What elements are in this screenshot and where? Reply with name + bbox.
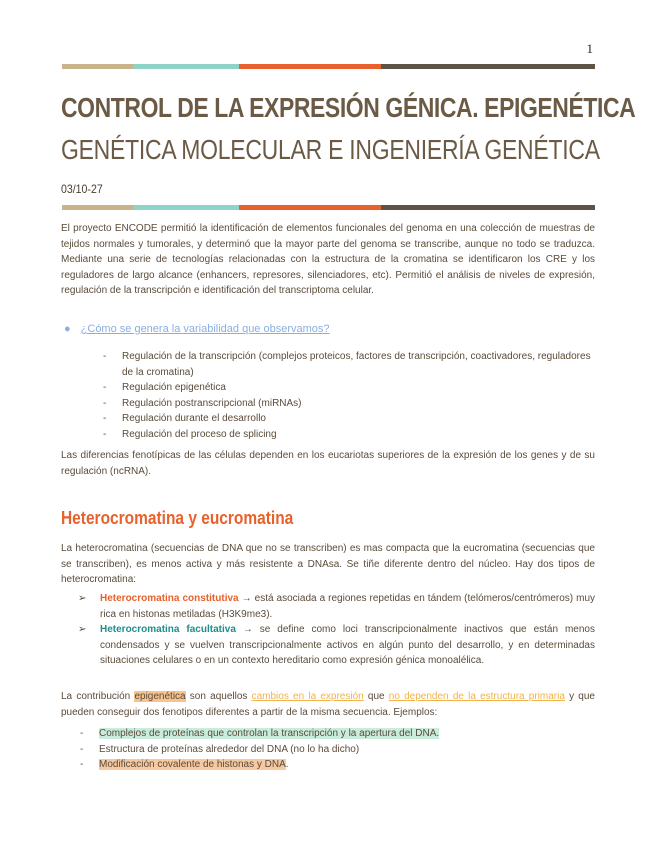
examples-list [80,726,595,773]
term-description: → está asociada a regiones repetidas en tándem (telómeros/centrómeros) muy rica en histonas metiladas (H3K9me3). [100,593,596,620]
bar-segment-teal [133,205,239,210]
list-item [103,411,595,427]
list-item [103,349,595,380]
list-item [78,622,595,669]
dash-icon: - [80,743,84,755]
list-item [80,726,595,742]
text-run: son aquellos [185,691,252,702]
bar-segment-brown [381,205,595,210]
question-bullet [64,323,330,335]
bullet-dot-icon: ● [64,323,71,335]
list-item-text: Regulación postranscripcional (miRNAs) [122,397,302,409]
text-run: La contribución [61,691,135,702]
heterochromatin-paragraph: La heterocromatina (secuencias de DNA que no se transcriben) es mas compacta que la eucromatina (secuencias que se transcriben), es menos activa y más resistente a DNAsa. Se tiñe diferente dentro del núcleo. Hay dos tipos de heterocromatina: [61,543,595,585]
dash-icon: - [80,759,84,770]
link-estructura-primaria[interactable]: no dependen de la estructura primaria [388,691,565,702]
list-item [80,757,595,773]
dash-icon: - [103,428,107,440]
list-item [80,742,595,758]
bar-segment-orange [239,205,381,210]
list-item-text: Regulación durante el desarrollo [122,413,266,424]
dash-icon: - [103,397,107,409]
list-item [103,427,595,443]
list-item [78,591,595,622]
example-text: Estructura de proteínas alrededor del DNA (no lo ha dicho) [99,743,360,755]
heterochromatin-types-list [78,591,595,669]
document-date: 03/10-27 [61,182,103,196]
bar-segment-tan [62,64,133,69]
example-period: . [285,759,289,770]
page-number: 1 [586,41,593,56]
document-subtitle: GENÉTICA MOLECULAR E INGENIERÍA GENÉTICA [61,134,600,165]
list-item [103,380,595,396]
list-item-text: Regulación de la transcripción (complejos proteicos, factores de transcripción, coactivadores, reguladores de la cromatina) [122,351,591,378]
list-item-text: Regulación epigenética [122,382,226,393]
bar-segment-teal [133,64,239,69]
regulation-list [103,349,595,442]
contribution-paragraph [61,689,595,720]
document-title: CONTROL DE LA EXPRESIÓN GÉNICA. EPIGENÉTICA [61,92,636,123]
list-item [103,396,595,412]
dash-icon: - [103,382,107,393]
dash-icon: - [80,728,84,739]
dash-icon: - [103,351,107,362]
term-facultative: Heterocromatina facultativa [100,624,236,635]
arrow-bullet-icon: ➢ [78,624,87,635]
top-color-bar [62,64,595,69]
bottom-color-bar [62,205,595,210]
bar-segment-brown [381,64,595,69]
bar-segment-tan [62,205,133,210]
phenotype-paragraph: Las diferencias fenotípicas de las células dependen en los eucariotas superiores de la expresión de los genes y de su regulación (ncRNA). [61,450,595,477]
highlight-epigenetica: epigenética [134,691,186,702]
text-run: y que pueden conseguir dos fenotipos diferentes a partir de la misma secuencia. Ejemplos: [61,691,595,718]
term-constitutive: Heterocromatina constitutiva [100,593,239,604]
example-text: Modificación covalente de histonas y DNA [99,759,286,770]
section-heading: Heterocromatina y eucromatina [61,508,294,528]
intro-paragraph: El proyecto ENCODE permitió la identificación de elementos funcionales del genoma en una colección de muestras de tejidos normales y tumorales, y determinó que la mayor parte del genoma se transcribe, aunque no todo se traduzca. Mediante una serie de tecnologías relacionadas con la estructura de la cromatina se identificaron los CRE y los reguladores de largo alcance (enhancers, represores, silenciadores, etc). Permitió el análisis de niveles de expresión, regulación de la transcripción e identificación del transcriptoma celular. [61,223,595,296]
arrow-bullet-icon: ➢ [78,593,87,604]
link-cambios-expresion[interactable]: cambios en la expresión [251,691,364,702]
question-link[interactable]: ¿Cómo se genera la variabilidad que observamos? [80,323,330,335]
bar-segment-orange [239,64,381,69]
example-text: Complejos de proteínas que controlan la transcripción y la apertura del DNA. [99,728,440,739]
dash-icon: - [103,413,107,424]
term-description: → se define como loci transcripcionalmente inactivos que están menos condensados y se vuelven transcripcionalmente activos en algún punto del desarrollo, y en determinadas situaciones celulares o en un contexto hereditario como expresión génica monoalélica. [100,624,595,666]
list-item-text: Regulación del proceso de splicing [122,428,277,440]
text-run: que [363,691,389,702]
